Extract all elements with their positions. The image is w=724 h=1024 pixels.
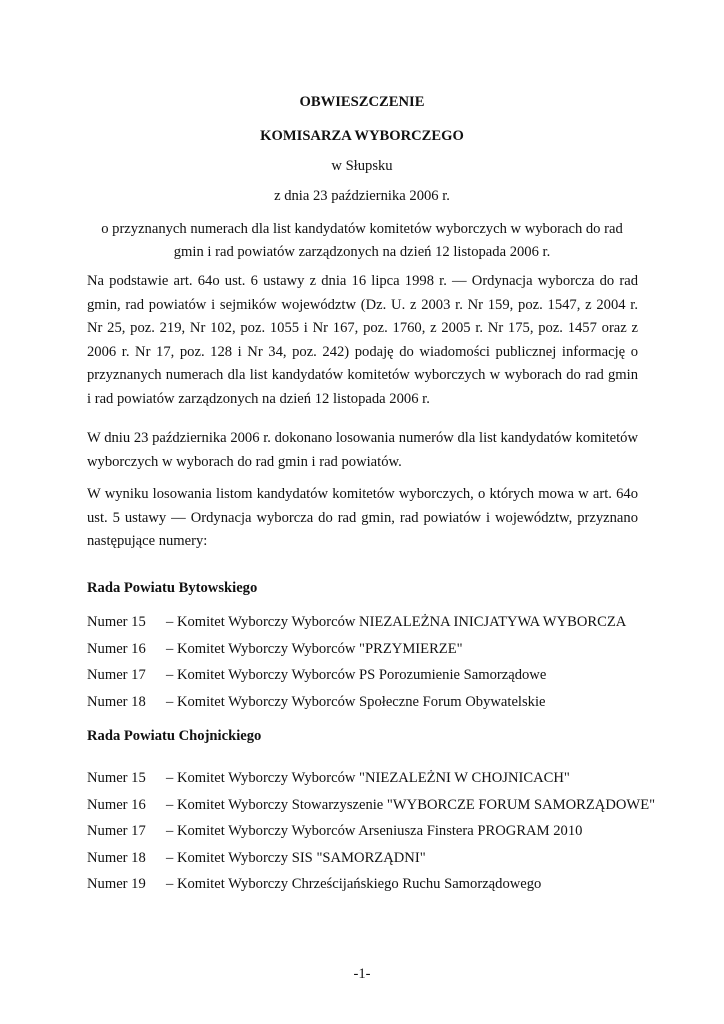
list-item: [87, 614, 687, 641]
section-heading-chojnicki: Rada Powiatu Chojnickiego: [87, 728, 262, 744]
document-subject: o przyznanych numerach dla list kandydatów komitetów wyborczych w wyborach do rad gmin i rad powiatów zarządzonych na dzień 12 listopada 2006 r.: [101, 221, 623, 260]
entry-number: Numer 18: [87, 849, 146, 866]
entry-number: Numer 19: [87, 876, 146, 892]
list-item: [87, 770, 687, 797]
entry-committee: – Komitet Wyborczy Wyborców Arseniusza Finstera PROGRAM 2010: [166, 823, 583, 839]
document-title: OBWIESZCZENIE: [299, 94, 425, 110]
body-paragraph-legal-basis: Na podstawie art. 64o ust. 6 ustawy z dnia 16 lipca 1998 r. — Ordynacja wyborcza do rad gmin, rad powiatów i sejmików województw (Dz. U. z 2003 r. Nr 159, poz. 1547, z 2004 r. Nr 25, poz. 219, Nr 102, poz. 1055 i Nr 167, poz. 1760, z 2005 r. Nr 175, poz. 1457 oraz z 2006 r. Nr 17, poz. 128 i Nr 34, poz. 242) podaję do wiadomości publicznej informację o przyznanych numerach dla list kandydatów komitetów wyborczych w wyborach do rad gmin i rad powiatów zarządzonych na dzień 12 listopada 2006 r.: [87, 273, 638, 407]
entry-committee: – Komitet Wyborczy SIS "SAMORZĄDNI": [166, 849, 426, 866]
list-item: [87, 823, 687, 850]
entry-committee: – Komitet Wyborczy Wyborców NIEZALEŻNA INICJATYWA WYBORCZA: [166, 614, 627, 630]
list-item: [87, 694, 687, 721]
body-paragraph-draw-date: W dniu 23 października 2006 r. dokonano losowania numerów dla list kandydatów komitetów wyborczych w wyborach do rad gmin i rad powiatów.: [87, 430, 638, 470]
entry-number: Numer 18: [87, 693, 146, 710]
page-number: -1-: [353, 966, 371, 982]
entry-list-chojnicki: [87, 770, 687, 903]
document-subtitle: KOMISARZA WYBORCZEGO: [260, 128, 464, 144]
list-item: [87, 850, 687, 877]
list-item: [87, 667, 687, 694]
list-item: [87, 797, 687, 824]
list-item: [87, 641, 687, 668]
entry-committee: – Komitet Wyborczy Wyborców "PRZYMIERZE": [166, 640, 463, 657]
entry-list-bytowski: [87, 614, 687, 720]
entry-number: Numer 16: [87, 640, 146, 657]
section-heading-bytowski: Rada Powiatu Bytowskiego: [87, 580, 258, 596]
entry-number: Numer 15: [87, 614, 146, 630]
entry-number: Numer 15: [87, 770, 146, 786]
document-location: w Słupsku: [331, 158, 393, 174]
document-date: z dnia 23 października 2006 r.: [274, 188, 450, 204]
entry-number: Numer 17: [87, 823, 146, 839]
entry-committee: – Komitet Wyborczy Chrześcijańskiego Ruchu Samorządowego: [166, 876, 542, 892]
entry-committee: – Komitet Wyborczy Wyborców "NIEZALEŻNI W CHOJNICACH": [166, 770, 570, 786]
entry-committee: – Komitet Wyborczy Wyborców PS Porozumienie Samorządowe: [166, 667, 547, 683]
body-paragraph-draw-result: W wyniku losowania listom kandydatów komitetów wyborczych, o których mowa w art. 64o ust. 5 ustawy — Ordynacja wyborcza do rad gmin, rad powiatów i województw, przyznano następujące numery:: [87, 486, 638, 550]
entry-number: Numer 17: [87, 667, 146, 683]
entry-committee: – Komitet Wyborczy Stowarzyszenie "WYBORCZE FORUM SAMORZĄDOWE": [166, 796, 656, 813]
entry-committee: – Komitet Wyborczy Wyborców Społeczne Forum Obywatelskie: [166, 693, 546, 710]
list-item: [87, 876, 687, 903]
entry-number: Numer 16: [87, 796, 146, 813]
